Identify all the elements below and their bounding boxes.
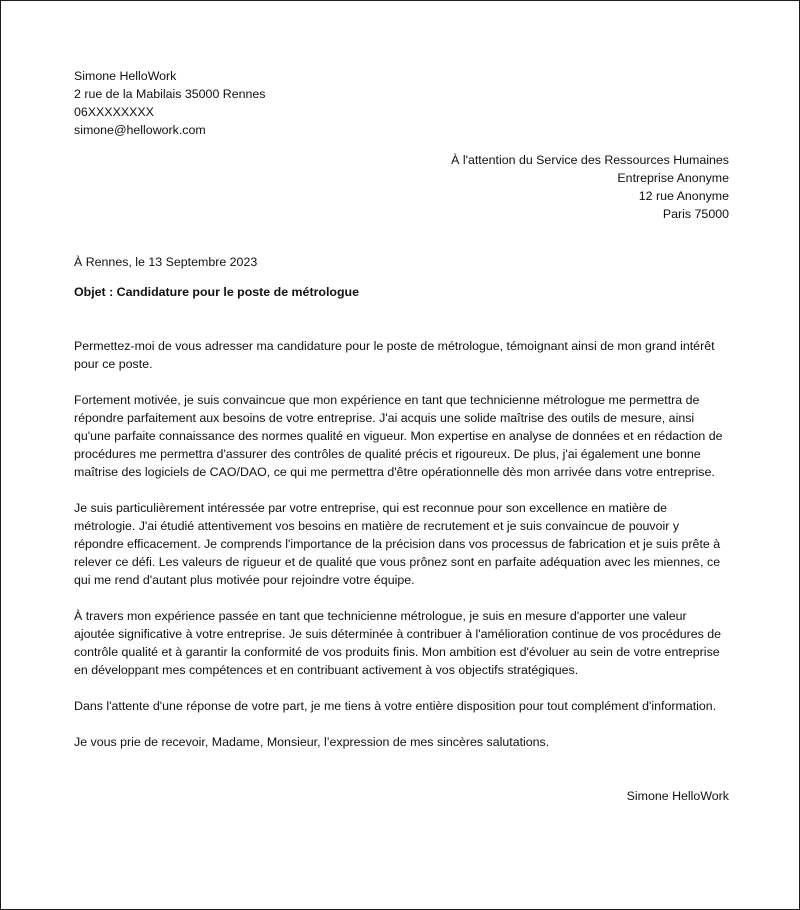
paragraph-company-interest: Je suis particulièrement intéressée par votre entreprise, qui est reconnue pour son excellence en matière de métrologie. J'ai étudié attentivement vos besoins en matière de recrutement et je suis convaincue de pouvoir y répondre efficacement. Je comprends l'importance de la précision dans vos processus de fabrication et je suis prête à relever ce défi. Les valeurs de rigueur et de qualité que vous prônez sont en parfaite adéquation avec les miennes, ce qui me rend d'autant plus motivée pour rejoindre votre équipe. [74,501,721,587]
paragraph-intro: Permettez-moi de vous adresser ma candidature pour le poste de métrologue, témoignant ainsi de mon grand intérêt pour ce poste. [74,339,715,371]
letter-content [74,67,729,805]
recipient-city: Paris 75000 [662,207,729,221]
subject-line: Objet : Candidature pour le poste de métrologue [74,285,360,299]
sender-email: simone@hellowork.com [74,123,206,137]
sender-block [74,67,729,139]
recipient-company: Entreprise Anonyme [617,171,729,185]
sender-phone: 06XXXXXXXX [74,105,154,119]
recipient-block [74,151,729,223]
closing-line: Je vous prie de recevoir, Madame, Monsieur, l’expression de mes sincères salutations. [74,735,550,749]
signature: Simone HelloWork [626,789,729,803]
letter-body [74,337,729,715]
date-line: À Rennes, le 13 Septembre 2023 [74,255,258,269]
paragraph-experience: Fortement motivée, je suis convaincue que mon expérience en tant que technicienne métrologue me permettra de répondre parfaitement aux besoins de votre entreprise. J'ai acquis une solide maîtrise des outils de mesure, ainsi qu'une parfaite connaissance des normes qualité en vigueur. Mon expertise en analyse de données et en rédaction de procédures me permettra d'assurer des contrôles de qualité précis et rigoureux. De plus, j'ai également une bonne maîtrise des logiciels de CAO/DAO, ce qui me permettra d'être opérationnelle dès mon arrivée dans votre entreprise. [74,393,723,479]
paragraph-contribution: À travers mon expérience passée en tant que technicienne métrologue, je suis en mesure d'apporter une valeur ajoutée significative à votre entreprise. Je suis déterminée à contribuer à l'amélioration continue de vos procédures de contrôle qualité et à garantir la conformité de vos produits finis. Mon ambition est d'évoluer au sein de votre entreprise en développant mes compétences et en contribuant activement à vos objectifs stratégiques. [74,609,722,677]
paragraph-availability: Dans l'attente d'une réponse de votre part, je me tiens à votre entière disposition pour tout complément d'information. [74,699,717,713]
recipient-street: 12 rue Anonyme [638,189,729,203]
sender-name: Simone HelloWork [74,69,177,83]
sender-address: 2 rue de la Mabilais 35000 Rennes [74,87,266,101]
recipient-attention: À l'attention du Service des Ressources Humaines [451,153,729,167]
